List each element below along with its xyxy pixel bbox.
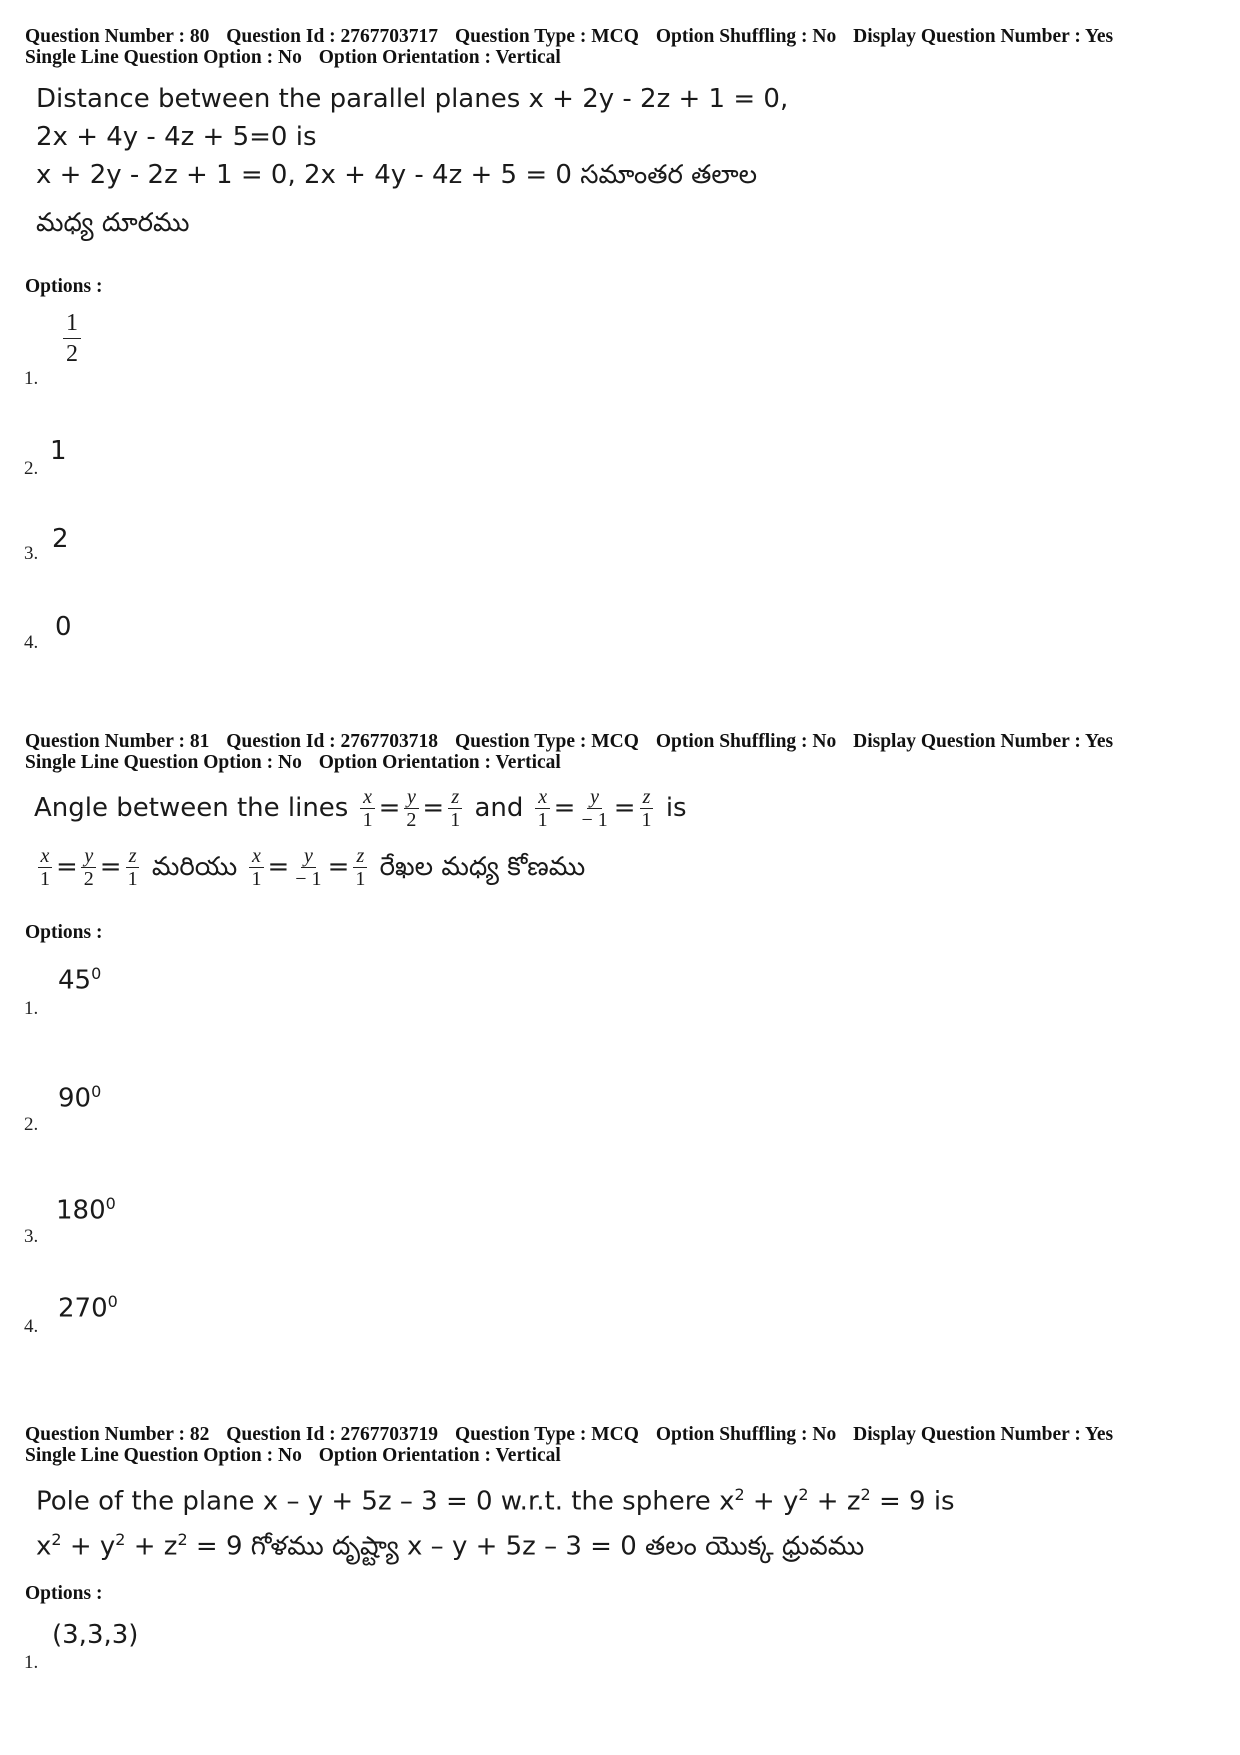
question-number: Question Number : 81 — [25, 731, 210, 752]
option-number: 1. — [24, 1652, 39, 1673]
fraction: $\frac{1}{2}$ — [63, 308, 81, 369]
option-shuffling: Option Shuffling : No — [655, 731, 837, 752]
option-number: 4. — [24, 1316, 39, 1337]
q80-question-text — [36, 80, 788, 242]
single-line-option: Single Line Question Option : No — [25, 1445, 302, 1466]
option-1[interactable]: $45^0$ — [58, 964, 102, 996]
option-4[interactable]: $270^0$ — [58, 1292, 118, 1324]
question-id: Question Id : 2767703719 — [226, 1424, 439, 1445]
question-text-te-line2: మధ్య దూరము — [36, 208, 190, 238]
question-id: Question Id : 2767703718 — [226, 731, 439, 752]
display-question-number: Display Question Number : Yes — [853, 26, 1114, 47]
question-id: Question Id : 2767703717 — [226, 26, 439, 47]
option-number: 1. — [24, 998, 39, 1019]
question-type: Question Type : MCQ — [454, 731, 639, 752]
question-type: Question Type : MCQ — [454, 1424, 639, 1445]
q81-question-text — [34, 786, 687, 890]
question-text-en: Pole of the plane x – y + 5z – 3 = 0 w.r.t. the sphere $x^2 + y^2 + z^2 = 9$ is — [36, 1485, 955, 1517]
q82-question-text — [36, 1476, 955, 1565]
option-1[interactable] — [60, 308, 84, 369]
question-text-en: Angle between the lines $\frac{x}{1}$ = $\frac{y}{2}$ = $\frac{z}{1}$ and $\frac{x}{1}$ = $\frac{y}{- 1}$ = $\frac{z}{1}$ is — [34, 786, 687, 831]
q80-meta-line2 — [25, 47, 573, 68]
option-number: 2. — [24, 1114, 39, 1135]
question-type: Question Type : MCQ — [454, 26, 639, 47]
option-number: 4. — [24, 632, 39, 653]
option-1[interactable]: (3,3,3) — [52, 1620, 139, 1650]
q81-meta-line1 — [25, 731, 1125, 752]
option-3[interactable]: $180^0$ — [56, 1194, 116, 1226]
option-orientation: Option Orientation : Vertical — [318, 752, 561, 773]
options-label: Options : — [25, 922, 103, 943]
option-shuffling: Option Shuffling : No — [655, 1424, 837, 1445]
question-text-te-line1: x + 2y - 2z + 1 = 0, 2x + 4y - 4z + 5 = 0 సమాంతర తలాల — [36, 160, 758, 190]
q80-meta-line1 — [25, 26, 1125, 47]
option-2[interactable]: 1 — [50, 436, 67, 466]
option-orientation: Option Orientation : Vertical — [318, 1445, 561, 1466]
question-number: Question Number : 82 — [25, 1424, 210, 1445]
option-shuffling: Option Shuffling : No — [655, 26, 837, 47]
option-orientation: Option Orientation : Vertical — [318, 47, 561, 68]
single-line-option: Single Line Question Option : No — [25, 752, 302, 773]
single-line-option: Single Line Question Option : No — [25, 47, 302, 68]
option-number: 1. — [24, 368, 39, 389]
option-2[interactable]: $90^0$ — [58, 1082, 102, 1114]
option-number: 2. — [24, 458, 39, 479]
options-label: Options : — [25, 1583, 103, 1604]
option-3[interactable]: 2 — [52, 524, 69, 554]
option-number: 3. — [24, 1226, 39, 1247]
question-text-en-line2: 2x + 4y - 4z + 5=0 is — [36, 122, 317, 152]
question-text-te: $\frac{x}{1}$ = $\frac{y}{2}$ = $\frac{z}{1}$ మరియు $\frac{x}{1}$ = $\frac{y}{- 1}$ = $\frac{z}{1}$ రేఖల మధ్య కోణము — [34, 845, 687, 890]
option-4[interactable]: 0 — [55, 612, 72, 642]
q82-meta-line1 — [25, 1424, 1125, 1445]
q81-meta-line2 — [25, 752, 573, 773]
question-number: Question Number : 80 — [25, 26, 210, 47]
option-number: 3. — [24, 543, 39, 564]
question-text-en-line1: Distance between the parallel planes x + 2y - 2z + 1 = 0, — [36, 84, 789, 114]
display-question-number: Display Question Number : Yes — [853, 731, 1114, 752]
display-question-number: Display Question Number : Yes — [853, 1424, 1114, 1445]
q82-meta-line2 — [25, 1445, 573, 1466]
options-label: Options : — [25, 276, 103, 297]
question-text-te: $x^2 + y^2 + z^2 = 9$ గోళము దృష్ట్యా x – y + 5z – 3 = 0 తలం యొక్క ధ్రువము — [36, 1529, 865, 1562]
